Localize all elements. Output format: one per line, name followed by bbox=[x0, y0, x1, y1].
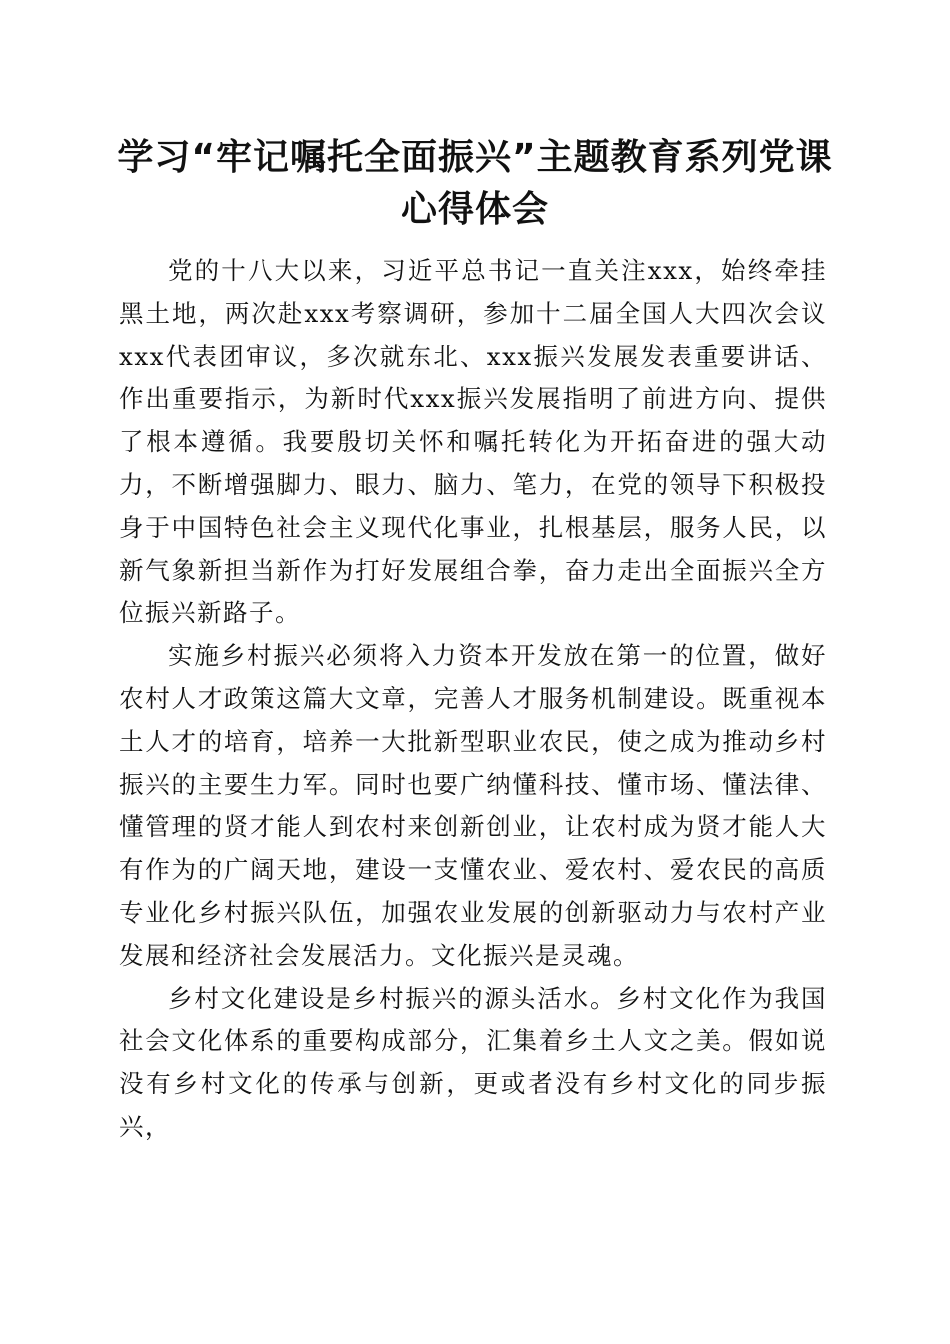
document-title bbox=[95, 132, 855, 236]
paragraph-3: 乡村文化建设是乡村振兴的源头活水。乡村文化作为我国社会文化体系的重要构成部分，汇集着乡土人文之美。假如说没有乡村文化的传承与创新，更或者没有乡村文化的同步振兴， bbox=[119, 983, 827, 1141]
document-body bbox=[119, 250, 827, 1149]
title-line-2: 心得体会 bbox=[400, 189, 549, 230]
title-line-1: 学习“牢记嘱托全面振兴”主题教育系列党课 bbox=[117, 137, 833, 178]
paragraph-2: 实施乡村振兴必须将入力资本开发放在第一的位置，做好农村人才政策这篇大文章，完善人才服务机制建设。既重视本土人才的培育，培养一大批新型职业农民，使之成为推动乡村振兴的主要生力军。同时也要广纳懂科技、懂市场、懂法律、懂管理的贤才能人到农村来创新创业，让农村成为贤才能人大有作为的广阔天地，建设一支懂农业、爱农村、爱农民的高质专业化乡村振兴队伍，加强农业发展的创新驱动力与农村产业发展和经济社会发展活力。文化振兴是灵魂。 bbox=[119, 641, 827, 970]
paragraph-1: 党的十八大以来，习近平总书记一直关注xxx，始终牵挂黑土地，两次赴xxx考察调研，参加十二届全国人大四次会议xxx代表团审议，多次就东北、xxx振兴发展发表重要讲话、作出重要指示，为新时代xxx振兴发展指明了前进方向、提供了根本遵循。我要殷切关怀和嘱托转化为开拓奋进的强大动力，不断增强脚力、眼力、脑力、笔力，在党的领导下积极投身于中国特色社会主义现代化事业，扎根基层，服务人民，以新气象新担当新作为打好发展组合拳，奋力走出全面振兴全方位振兴新路子。 bbox=[119, 256, 827, 628]
